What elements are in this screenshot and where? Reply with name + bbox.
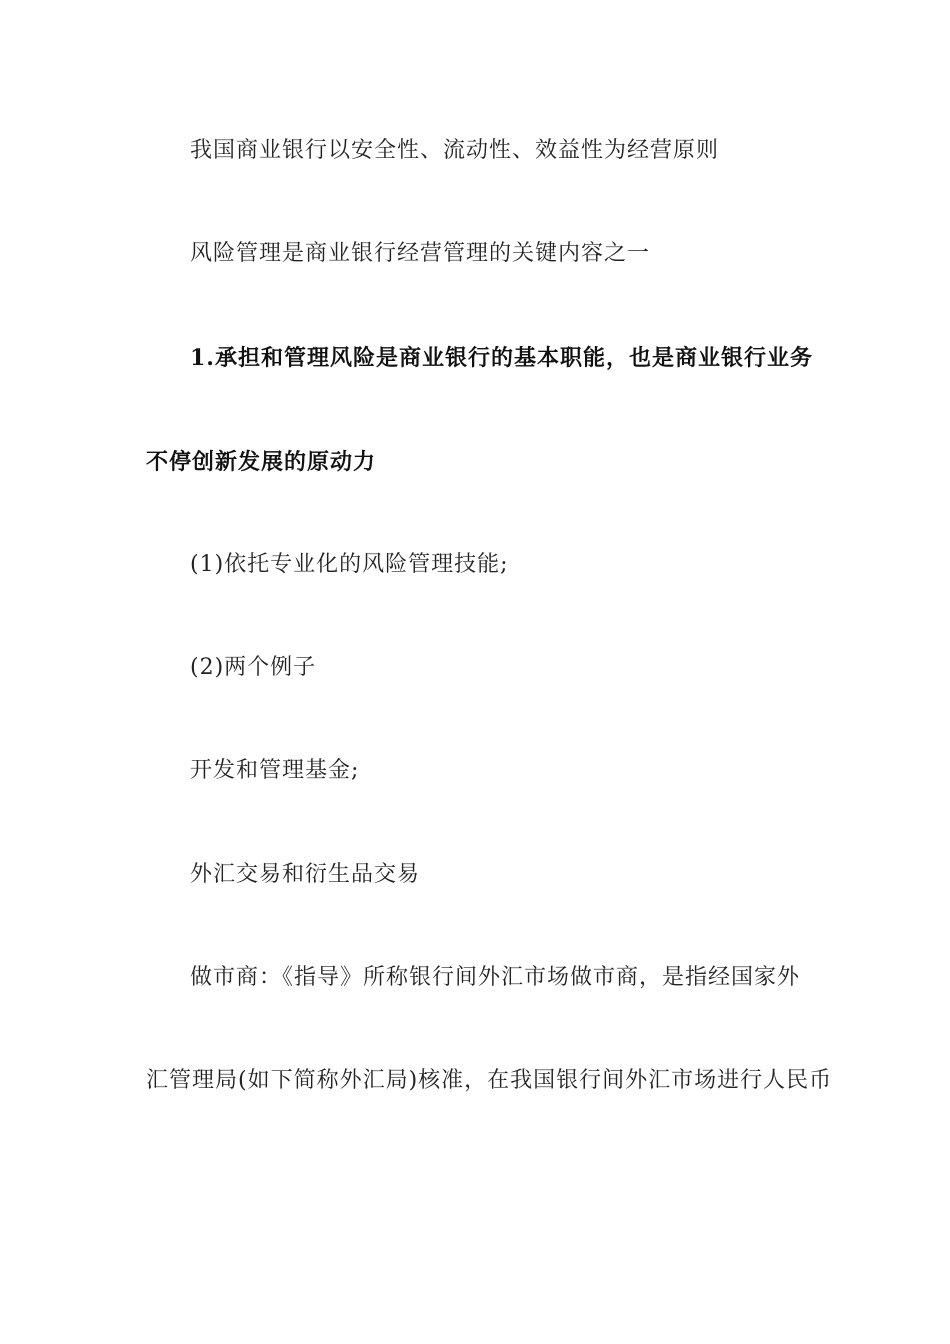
paragraph-principles: 我国商业银行以安全性、流动性、效益性为经营原则 <box>190 138 720 163</box>
paragraph-market-maker-line-1: 做市商：《指导》所称银行间外汇市场做市商，是指经国家外 <box>190 965 801 990</box>
paragraph-risk-management: 风险管理是商业银行经营管理的关键内容之一 <box>190 241 651 266</box>
example-fx-derivatives: 外汇交易和衍生品交易 <box>190 862 421 887</box>
heading-point-1-line-2: 不停创新发展的原动力 <box>146 449 377 475</box>
heading-point-1-line-1: 1.承担和管理风险是商业银行的基本职能，也是商业银行业务 <box>190 345 813 371</box>
list-item-1: (1)依托专业化的风险管理技能; <box>190 552 509 577</box>
list-item-2: (2)两个例子 <box>190 655 317 680</box>
example-fund-management: 开发和管理基金; <box>190 758 360 783</box>
paragraph-market-maker-line-2: 汇管理局(如下简称外汇局)核准，在我国银行间外汇市场进行人民币 <box>146 1068 833 1093</box>
